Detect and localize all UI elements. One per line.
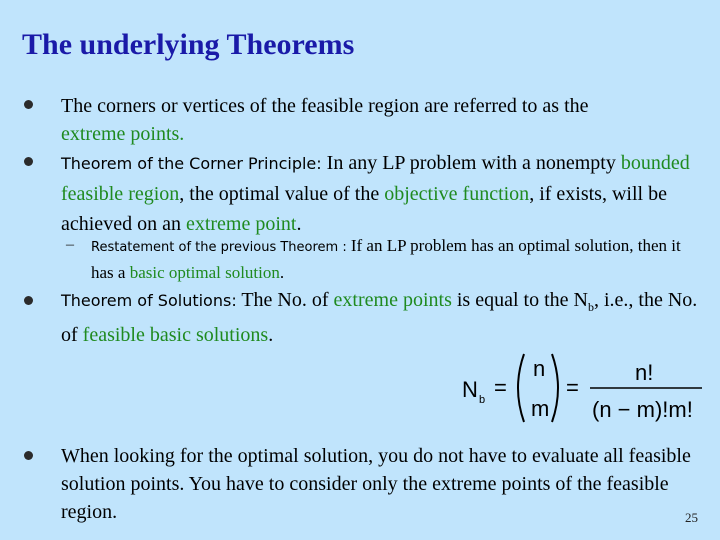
bullet-dot-icon bbox=[24, 100, 33, 109]
bullet-2-text-2: , the optimal value of the bbox=[179, 183, 385, 205]
binom-bottom: m bbox=[531, 396, 550, 421]
slide-title: The underlying Theorems bbox=[22, 28, 355, 61]
binom-top: n bbox=[533, 356, 546, 381]
bullet-dot-icon bbox=[24, 157, 33, 166]
sub-bullet-highlight: basic optimal solution bbox=[129, 263, 280, 282]
formula-sub-b: b bbox=[479, 394, 486, 406]
right-paren-icon bbox=[552, 354, 558, 422]
bullet-1-text: The corners or vertices of the feasible region are referred to as the bbox=[61, 95, 589, 117]
bullet-2-highlight-3: extreme point bbox=[185, 213, 297, 235]
bullet-3 bbox=[61, 286, 711, 349]
sub-bullet bbox=[91, 233, 701, 285]
bullet-dot-icon bbox=[24, 296, 33, 305]
theorem-label: Theorem of the Corner Principle: bbox=[61, 154, 322, 173]
bullet-4 bbox=[61, 442, 711, 526]
left-paren-icon bbox=[518, 354, 524, 422]
bullet-2-text-3: , if exists, will be achieved on an bbox=[61, 183, 667, 235]
sub-bullet-label: Restatement of the previous Theorem : bbox=[91, 240, 351, 255]
bullet-3-highlight-1: extreme points bbox=[333, 289, 452, 311]
formula-n: N bbox=[462, 377, 478, 402]
bullet-2-text-4: . bbox=[296, 213, 302, 235]
bullet-1 bbox=[61, 92, 711, 148]
bullet-3-text-2: is equal to the N bbox=[451, 289, 588, 311]
fraction-denominator: (n − m)!m! bbox=[592, 397, 693, 422]
bullet-1-highlight: extreme points. bbox=[61, 123, 185, 145]
theorem-label: Theorem of Solutions: bbox=[61, 291, 237, 310]
page-number: 25 bbox=[685, 510, 698, 525]
bullet-2 bbox=[61, 148, 711, 239]
formula-equals-2: = bbox=[566, 375, 579, 400]
bullet-dot-icon bbox=[24, 451, 33, 460]
bullet-2-text: In any LP problem with a nonempty bbox=[321, 152, 616, 174]
sub-bullet-text-2: . bbox=[279, 263, 285, 282]
sub-bullet-text: If an LP problem has an optimal solution, then it has a bbox=[91, 236, 681, 282]
bullet-2-highlight-1: bounded feasible region bbox=[61, 152, 690, 205]
nb-subscript: b bbox=[587, 300, 594, 314]
bullet-3-text-3: , i.e., the No. of bbox=[61, 289, 698, 346]
bullet-4-text: When looking for the optimal solution, you do not have to evaluate all feasible solution points. You have to consider only the extreme points of the feasible region. bbox=[61, 445, 691, 523]
bullet-3-text-4: . bbox=[268, 324, 274, 346]
binomial-formula bbox=[462, 350, 712, 430]
bullet-3-highlight-2: feasible basic solutions bbox=[82, 324, 269, 346]
bullet-2-highlight-2: objective function bbox=[384, 183, 530, 205]
dash-icon: – bbox=[66, 236, 74, 253]
bullet-3-text: The No. of bbox=[236, 289, 334, 311]
formula-equals-1: = bbox=[494, 375, 507, 400]
fraction-numerator: n! bbox=[635, 360, 654, 385]
